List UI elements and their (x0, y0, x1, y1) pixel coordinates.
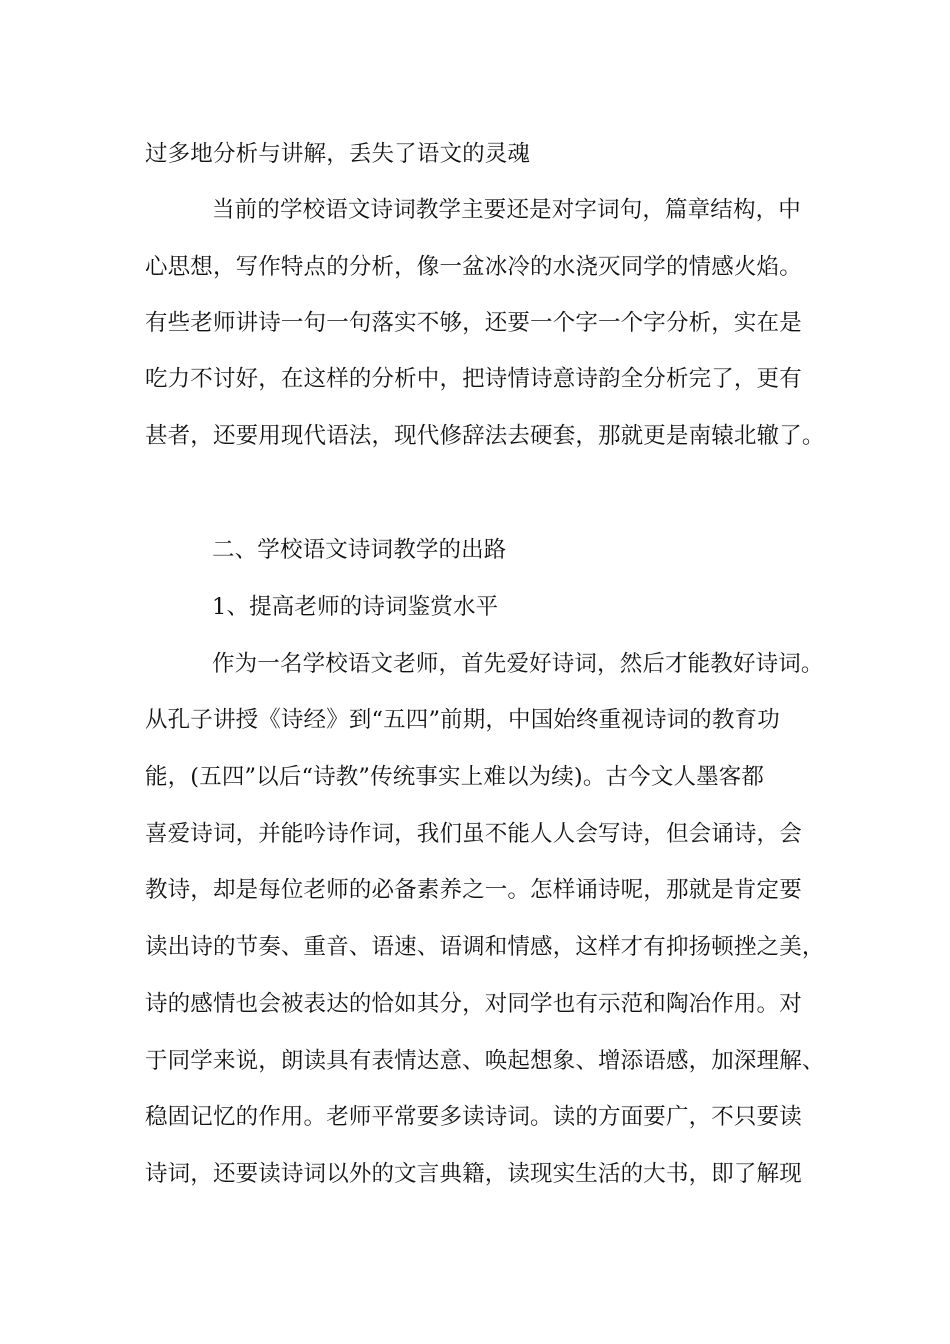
text-line: 甚者，还要用现代语法，现代修辞法去硬套，那就更是南辕北辙了。 (145, 423, 825, 449)
text-line: 过多地分析与讲解，丢失了语文的灵魂 (145, 141, 531, 167)
text-line: 能，(五四”以后“诗教”传统事实上难以为续)。古今文人墨客都 (145, 764, 765, 790)
text-line: 稳固记忆的作用。老师平常要多读诗词。读的方面要广，不只要读 (145, 1104, 802, 1130)
text-line: 教诗，却是每位老师的必备素养之一。怎样诵诗呢，那就是肯定要 (145, 877, 802, 903)
text-line: 于同学来说，朗读具有表情达意、唤起想象、增添语感，加深理解、 (145, 1048, 825, 1074)
subsection-heading: 1、提高老师的诗词鉴赏水平 (212, 594, 499, 620)
paragraph-first-line: 作为一名学校语文老师，首先爱好诗词，然后才能教好诗词。 (212, 651, 824, 677)
text-line: 喜爱诗词，并能吟诗作词，我们虽不能人人会写诗，但会诵诗，会 (145, 821, 802, 847)
text-line: 诗的感情也会被表达的恰如其分，对同学也有示范和陶冶作用。对 (145, 991, 802, 1017)
text-line: 心思想，写作特点的分析，像一盆冰冷的水浇灭同学的情感火焰。 (145, 254, 802, 280)
text-line: 有些老师讲诗一句一句落实不够，还要一个字一个字分析，实在是 (145, 310, 802, 336)
text-line: 读出诗的节奏、重音、语速、语调和情感，这样才有抑扬顿挫之美， (145, 934, 825, 960)
text-line: 诗词，还要读诗词以外的文言典籍，读现实生活的大书，即了解现 (145, 1161, 802, 1187)
text-line: 吃力不讨好，在这样的分析中，把诗情诗意诗韵全分析完了，更有 (145, 366, 802, 392)
text-line: 从孔子讲授《诗经》到“五四”前期，中国始终重视诗词的教育功 (145, 707, 780, 733)
section-heading: 二、学校语文诗词教学的出路 (212, 537, 507, 563)
paragraph-first-line: 当前的学校语文诗词教学主要还是对字词句，篇章结构，中 (212, 197, 801, 223)
